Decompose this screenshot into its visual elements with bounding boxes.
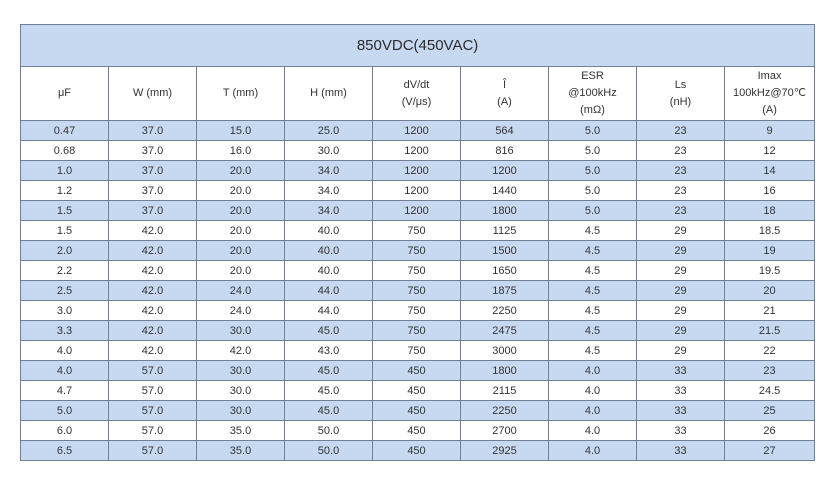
table-cell: 750 <box>373 221 461 241</box>
table-cell: 57.0 <box>109 401 197 421</box>
table-cell: 42.0 <box>109 281 197 301</box>
table-cell: 1800 <box>461 361 549 381</box>
table-cell: 5.0 <box>549 181 637 201</box>
table-cell: 37.0 <box>109 121 197 141</box>
table-cell: 24.0 <box>197 301 285 321</box>
table-row <box>21 161 815 181</box>
table-cell: 33 <box>637 361 725 381</box>
table-cell: 23 <box>725 361 815 381</box>
table-cell: 20.0 <box>197 181 285 201</box>
table-cell: 9 <box>725 121 815 141</box>
table-cell: 1.5 <box>21 201 109 221</box>
table-cell: 37.0 <box>109 161 197 181</box>
table-cell: 42.0 <box>109 241 197 261</box>
table-cell: 37.0 <box>109 181 197 201</box>
table-cell: 3000 <box>461 341 549 361</box>
table-cell: 33 <box>637 381 725 401</box>
table-row <box>21 321 815 341</box>
table-cell: 4.5 <box>549 241 637 261</box>
table-cell: 40.0 <box>285 241 373 261</box>
header-esr-line: (mΩ) <box>580 104 605 116</box>
table-cell: 6.5 <box>21 441 109 461</box>
table-cell: 1.5 <box>21 221 109 241</box>
table-cell: 42.0 <box>197 341 285 361</box>
table-cell: 57.0 <box>109 361 197 381</box>
table-cell: 30.0 <box>197 381 285 401</box>
table-cell: 4.5 <box>549 321 637 341</box>
table-cell: 42.0 <box>109 341 197 361</box>
table-cell: 25.0 <box>285 121 373 141</box>
table-cell: 33 <box>637 401 725 421</box>
table-cell: 4.5 <box>549 281 637 301</box>
table-cell: 42.0 <box>109 261 197 281</box>
table-cell: 50.0 <box>285 421 373 441</box>
table-row <box>21 281 815 301</box>
table-cell: 1200 <box>373 201 461 221</box>
table-cell: 4.5 <box>549 221 637 241</box>
table-cell: 16 <box>725 181 815 201</box>
table-row <box>21 241 815 261</box>
table-cell: 4.0 <box>549 401 637 421</box>
table-cell: 57.0 <box>109 441 197 461</box>
header-thickness-line: T (mm) <box>222 87 259 99</box>
table-cell: 2.2 <box>21 261 109 281</box>
table-cell: 1125 <box>461 221 549 241</box>
table-cell: 1200 <box>461 161 549 181</box>
table-cell: 12 <box>725 141 815 161</box>
table-cell: 450 <box>373 441 461 461</box>
table-cell: 1500 <box>461 241 549 261</box>
header-peak-current-line: (A) <box>497 95 512 108</box>
table-cell: 24.5 <box>725 381 815 401</box>
table-cell: 4.0 <box>549 381 637 401</box>
table-cell: 1200 <box>373 161 461 181</box>
table-row <box>21 121 815 141</box>
table-cell: 50.0 <box>285 441 373 461</box>
header-height <box>285 67 373 121</box>
table-cell: 0.47 <box>21 121 109 141</box>
table-cell: 20.0 <box>197 241 285 261</box>
table-cell: 30.0 <box>197 361 285 381</box>
table-cell: 24.0 <box>197 281 285 301</box>
table-title: 850VDC(450VAC) <box>21 25 815 67</box>
table-cell: 1440 <box>461 181 549 201</box>
table-cell: 18.5 <box>725 221 815 241</box>
table-cell: 29 <box>637 281 725 301</box>
table-cell: 44.0 <box>285 281 373 301</box>
table-cell: 33 <box>637 421 725 441</box>
table-cell: 2.5 <box>21 281 109 301</box>
table-cell: 1200 <box>373 181 461 201</box>
table-cell: 20.0 <box>197 261 285 281</box>
table-cell: 29 <box>637 321 725 341</box>
table-cell: 4.5 <box>549 341 637 361</box>
table-cell: 42.0 <box>109 321 197 341</box>
table-row <box>21 261 815 281</box>
table-cell: 57.0 <box>109 421 197 441</box>
header-imax-line: 100kHz@70℃ <box>733 87 807 99</box>
header-inductance <box>637 67 725 121</box>
table-cell: 2.0 <box>21 241 109 261</box>
table-cell: 2115 <box>461 381 549 401</box>
table-cell: 750 <box>373 321 461 341</box>
table-cell: 750 <box>373 301 461 321</box>
table-cell: 20 <box>725 281 815 301</box>
table-cell: 27 <box>725 441 815 461</box>
table-cell: 19.5 <box>725 261 815 281</box>
table-cell: 16.0 <box>197 141 285 161</box>
table-cell: 57.0 <box>109 381 197 401</box>
table-cell: 14 <box>725 161 815 181</box>
table-cell: 20.0 <box>197 161 285 181</box>
table-cell: 40.0 <box>285 221 373 241</box>
table-cell: 45.0 <box>285 401 373 421</box>
table-cell: 750 <box>373 241 461 261</box>
table-cell: 3.3 <box>21 321 109 341</box>
header-esr <box>549 67 637 121</box>
table-cell: 5.0 <box>549 121 637 141</box>
table-cell: 4.0 <box>549 421 637 441</box>
header-row <box>21 67 815 121</box>
table-cell: 45.0 <box>285 321 373 341</box>
table-cell: 1.0 <box>21 161 109 181</box>
table-cell: 1875 <box>461 281 549 301</box>
table-cell: 3.0 <box>21 301 109 321</box>
table-row <box>21 301 815 321</box>
table-cell: 2250 <box>461 301 549 321</box>
table-cell: 22 <box>725 341 815 361</box>
table-cell: 23 <box>637 161 725 181</box>
table-cell: 2475 <box>461 321 549 341</box>
header-capacitance-line: μF <box>57 87 72 99</box>
table-cell: 1800 <box>461 201 549 221</box>
table-cell: 23 <box>637 141 725 161</box>
table-cell: 40.0 <box>285 261 373 281</box>
table-row <box>21 341 815 361</box>
table-cell: 750 <box>373 281 461 301</box>
table-cell: 26 <box>725 421 815 441</box>
header-esr-line: @100kHz <box>568 87 617 99</box>
table-cell: 37.0 <box>109 141 197 161</box>
table-cell: 564 <box>461 121 549 141</box>
header-esr-line: ESR <box>581 70 604 82</box>
table-cell: 29 <box>637 341 725 361</box>
table-cell: 1200 <box>373 121 461 141</box>
table-cell: 5.0 <box>549 141 637 161</box>
table-cell: 2925 <box>461 441 549 461</box>
header-dvdt-line: dV/dt <box>403 78 430 91</box>
header-width <box>109 67 197 121</box>
table-row <box>21 201 815 221</box>
table-cell: 23 <box>637 181 725 201</box>
table-row <box>21 381 815 401</box>
table-cell: 29 <box>637 241 725 261</box>
table-cell: 4.5 <box>549 301 637 321</box>
header-capacitance <box>21 67 109 121</box>
table-row <box>21 441 815 461</box>
capacitor-spec-table <box>20 24 815 461</box>
table-cell: 6.0 <box>21 421 109 441</box>
header-imax <box>725 67 815 121</box>
table-row <box>21 401 815 421</box>
table-cell: 44.0 <box>285 301 373 321</box>
table-cell: 34.0 <box>285 201 373 221</box>
table-row <box>21 181 815 201</box>
table-cell: 43.0 <box>285 341 373 361</box>
table-cell: 33 <box>637 441 725 461</box>
header-peak-current <box>461 67 549 121</box>
table-cell: 23 <box>637 201 725 221</box>
table-cell: 4.0 <box>549 441 637 461</box>
table-cell: 1200 <box>373 141 461 161</box>
table-cell: 4.0 <box>549 361 637 381</box>
table-cell: 29 <box>637 301 725 321</box>
table-cell: 0.68 <box>21 141 109 161</box>
table-cell: 1650 <box>461 261 549 281</box>
table-row <box>21 421 815 441</box>
table-cell: 5.0 <box>21 401 109 421</box>
table-cell: 450 <box>373 401 461 421</box>
table-cell: 4.0 <box>21 361 109 381</box>
table-cell: 34.0 <box>285 161 373 181</box>
table-cell: 1.2 <box>21 181 109 201</box>
table-cell: 30.0 <box>197 321 285 341</box>
table-cell: 4.5 <box>549 261 637 281</box>
header-dvdt-line: (V/μs) <box>401 95 432 108</box>
table-cell: 21 <box>725 301 815 321</box>
table-cell: 35.0 <box>197 441 285 461</box>
table-cell: 35.0 <box>197 421 285 441</box>
table-cell: 20.0 <box>197 221 285 241</box>
table-cell: 20.0 <box>197 201 285 221</box>
table-cell: 42.0 <box>109 301 197 321</box>
table-row <box>21 221 815 241</box>
table-cell: 25 <box>725 401 815 421</box>
table-cell: 2250 <box>461 401 549 421</box>
table-row <box>21 361 815 381</box>
header-inductance-line: (nH) <box>669 95 692 108</box>
table-cell: 45.0 <box>285 381 373 401</box>
table-cell: 30.0 <box>197 401 285 421</box>
table-cell: 29 <box>637 261 725 281</box>
table-cell: 750 <box>373 261 461 281</box>
table-cell: 5.0 <box>549 161 637 181</box>
table-cell: 45.0 <box>285 361 373 381</box>
table-cell: 816 <box>461 141 549 161</box>
table-cell: 19 <box>725 241 815 261</box>
table-cell: 23 <box>637 121 725 141</box>
table-cell: 2700 <box>461 421 549 441</box>
table-cell: 21.5 <box>725 321 815 341</box>
header-imax-line: Imax <box>757 70 782 82</box>
table-row <box>21 141 815 161</box>
table-cell: 18 <box>725 201 815 221</box>
table-cell: 15.0 <box>197 121 285 141</box>
table-cell: 34.0 <box>285 181 373 201</box>
table-cell: 42.0 <box>109 221 197 241</box>
table-cell: 450 <box>373 381 461 401</box>
header-imax-line: (A) <box>762 104 777 116</box>
header-width-line: W (mm) <box>132 87 173 99</box>
table-body <box>21 121 815 461</box>
table-cell: 5.0 <box>549 201 637 221</box>
table-cell: 4.0 <box>21 341 109 361</box>
table-cell: 450 <box>373 361 461 381</box>
header-dvdt <box>373 67 461 121</box>
header-thickness <box>197 67 285 121</box>
table-cell: 450 <box>373 421 461 441</box>
table-cell: 30.0 <box>285 141 373 161</box>
table-cell: 4.7 <box>21 381 109 401</box>
header-peak-current-line: Î <box>502 78 507 91</box>
header-height-line: H (mm) <box>310 87 347 99</box>
header-inductance-line: Ls <box>674 78 687 91</box>
table-cell: 29 <box>637 221 725 241</box>
table-cell: 750 <box>373 341 461 361</box>
table-cell: 37.0 <box>109 201 197 221</box>
